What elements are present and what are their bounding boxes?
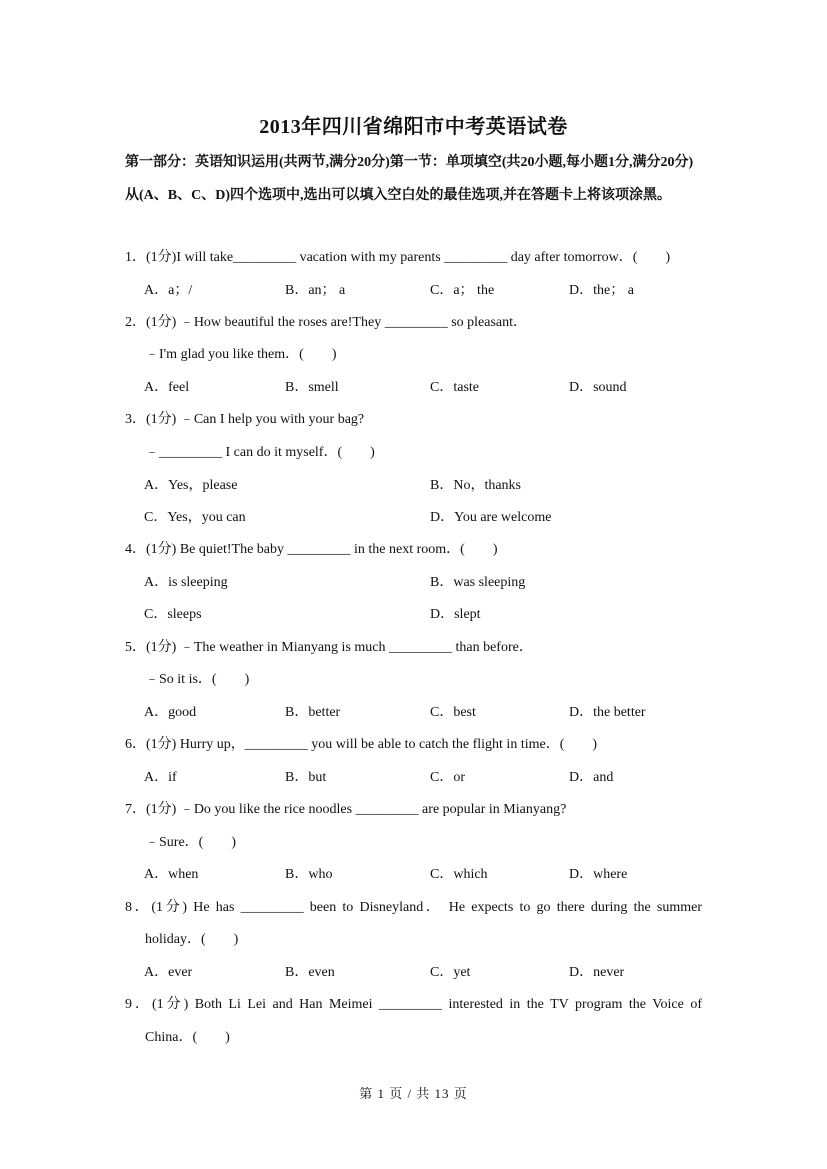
question-2-option-a: A．feel	[144, 380, 190, 395]
question-2-option-b: B．smell	[285, 380, 339, 395]
question-1-option-a: A．a；/	[144, 283, 193, 298]
question-4-option-c: C．sleeps	[144, 607, 202, 622]
question-3-option-a: A．Yes，please	[144, 478, 238, 493]
question-7-option-a: A．when	[144, 867, 199, 882]
question-4-option-b: B．was sleeping	[430, 575, 526, 590]
question-7-option-b: B．who	[285, 867, 333, 882]
question-6-option-a: A．if	[144, 770, 177, 785]
question-1-stem: 1．(1分)I will take_________ vacation with my parents _________ day after tomorrow．( )	[125, 250, 671, 265]
question-7-stem: 7．(1分) ﹣Do you like the rice noodles _________ are popular in Mianyang?	[125, 802, 567, 817]
question-6-stem: 6．(1分) Hurry up，_________ you will be able to catch the flight in time．( )	[125, 737, 598, 752]
question-2-option-d: D．sound	[569, 380, 627, 395]
question-5-option-c: C．best	[430, 705, 476, 720]
question-8-option-c: C．yet	[430, 965, 471, 980]
question-1-option-b: B．an； a	[285, 283, 346, 298]
question-2-option-c: C．taste	[430, 380, 479, 395]
question-5-option-b: B．better	[285, 705, 341, 720]
question-6-option-d: D．and	[569, 770, 614, 785]
question-7-stem-line-2: ﹣Sure．( )	[145, 835, 236, 850]
question-1-option-d: D．the； a	[569, 283, 634, 298]
question-3-option-b: B．No，thanks	[430, 478, 521, 493]
question-8-stem-line-2: holiday．( )	[145, 932, 239, 947]
question-4-stem: 4．(1分) Be quiet!The baby _________ in the next room．( )	[125, 542, 498, 557]
question-3-stem-line-2: ﹣_________ I can do it myself．( )	[145, 445, 375, 460]
page-footer: 第 1 页 / 共 13 页	[359, 1086, 468, 1101]
question-2-stem-line-2: ﹣I'm glad you like them．( )	[145, 347, 337, 362]
question-1-option-c: C．a； the	[430, 283, 495, 298]
question-9-stem-line-2: China．( )	[145, 1030, 230, 1045]
question-5-stem: 5．(1分) ﹣The weather in Mianyang is much _________ than before．	[125, 640, 533, 655]
question-2-stem: 2．(1分) ﹣How beautiful the roses are!They _________ so pleasant．	[125, 315, 528, 330]
question-7-option-d: D．where	[569, 867, 628, 882]
question-6-option-b: B．but	[285, 770, 327, 785]
question-9-stem: 9．(1分) Both Li Lei and Han Meimei _________ interested in the TV program the Voice of	[125, 997, 702, 1012]
question-5-stem-line-2: ﹣So it is．( )	[145, 672, 250, 687]
question-5-option-d: D．the better	[569, 705, 646, 720]
question-5-option-a: A．good	[144, 705, 197, 720]
question-8-option-b: B．even	[285, 965, 335, 980]
question-8-stem: 8．(1分) He has _________ been to Disneyland． He expects to go there during the summer	[125, 900, 702, 915]
question-4-option-d: D．slept	[430, 607, 481, 622]
question-3-stem: 3．(1分) ﹣Can I help you with your bag?	[125, 412, 365, 427]
question-8-option-d: D．never	[569, 965, 625, 980]
question-7-option-c: C．which	[430, 867, 488, 882]
question-4-option-a: A．is sleeping	[144, 575, 228, 590]
question-3-option-c: C．Yes，you can	[144, 510, 246, 525]
question-3-option-d: D．You are welcome	[430, 510, 552, 525]
question-6-option-c: C．or	[430, 770, 465, 785]
section-instructions: 第一部分：英语知识运用(共两节,满分20分)第一节：单项填空(共20小题,每小题1分,满分20分)从(A、B、C、D)四个选项中,选出可以填入空白处的最佳选项,并在答题卡上将该项涂黑。	[125, 155, 694, 203]
question-8-option-a: A．ever	[144, 965, 193, 980]
page-title: 2013年四川省绵阳市中考英语试卷	[259, 116, 568, 138]
